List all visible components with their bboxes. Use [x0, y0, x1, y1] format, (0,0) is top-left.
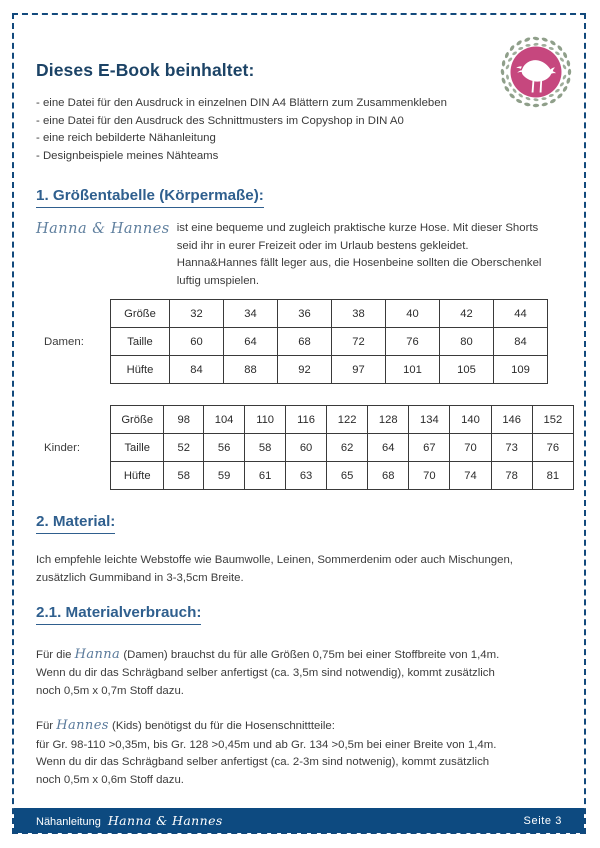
list-item: - eine reich bebilderte Nähanleitung: [36, 132, 216, 145]
table-cell: 73: [491, 434, 532, 462]
table-cell: 61: [245, 462, 286, 490]
section-heading-consumption: 2.1. Materialverbrauch:: [36, 603, 201, 625]
consumption-kids-line: Wenn du dir das Schrägband selber anfertigst (ca. 2-3m sind notwenig), kommt zusätzlich: [36, 756, 490, 769]
damen-label: Damen:: [44, 335, 84, 348]
table-cell: 40: [386, 300, 440, 328]
table-cell: 88: [224, 356, 278, 384]
footer-label: Nähanleitung: [36, 816, 101, 828]
table-row: [111, 434, 574, 462]
kinder-size-table: [110, 405, 574, 490]
footer-bar: [14, 808, 584, 833]
table-cell: 70: [450, 434, 491, 462]
sizes-intro-text: [177, 220, 568, 291]
material-line: zusätzlich Gummiband in 3-3,5cm Breite.: [36, 571, 244, 584]
table-cell: 62: [327, 434, 368, 462]
footer-left: [36, 813, 223, 828]
table-cell: 63: [286, 462, 327, 490]
table-cell: 76: [532, 434, 573, 462]
table-cell: 72: [332, 328, 386, 356]
table-cell: 36: [278, 300, 332, 328]
table-cell: 92: [278, 356, 332, 384]
damen-prefix: Für die: [36, 649, 72, 661]
table-cell: 34: [224, 300, 278, 328]
intro-line: ist eine bequeme und zugleich praktische kurze Hose. Mit dieser Shorts: [176, 222, 539, 234]
table-cell: 76: [386, 328, 440, 356]
table-row: [111, 356, 548, 384]
table-cell: 78: [491, 462, 532, 490]
table-cell: 122: [327, 406, 368, 434]
table-cell: 81: [532, 462, 573, 490]
table-cell: 109: [494, 356, 548, 384]
material-line: Ich empfehle leichte Webstoffe wie Baumwolle, Leinen, Sommerdenim oder auch Mischungen,: [36, 554, 513, 566]
table-cell: 140: [450, 406, 491, 434]
intro-line: seid ihr in eurer Freizeit oder im Urlaub bestens gekleidet.: [176, 239, 469, 252]
table-cell: 80: [440, 328, 494, 356]
row-header: Hüfte: [111, 356, 170, 384]
table-cell: 58: [245, 434, 286, 462]
hannes-script: Hannes: [56, 718, 109, 734]
hanna-script: Hanna: [74, 647, 121, 662]
material-text: [36, 552, 566, 587]
table-cell: 44: [494, 300, 548, 328]
table-cell: 74: [450, 462, 491, 490]
page-number: Seite 3: [523, 814, 562, 827]
damen-size-table: [110, 299, 548, 384]
table-cell: 152: [532, 406, 573, 434]
table-cell: 32: [170, 300, 224, 328]
table-cell: 98: [164, 406, 204, 434]
intro-line: luftig umspielen.: [176, 275, 260, 288]
section-heading-sizes: 1. Größentabelle (Körpermaße):: [36, 186, 264, 208]
table-cell: 42: [440, 300, 494, 328]
table-cell: 38: [332, 300, 386, 328]
table-cell: 97: [332, 356, 386, 384]
list-item: - eine Datei für den Ausdruck des Schnittmusters im Copyshop in DIN A0: [36, 114, 404, 127]
table-cell: 110: [245, 406, 286, 434]
consumption-damen-line: noch 0,5m x 0,7m Stoff dazu.: [36, 684, 184, 697]
table-cell: 67: [409, 434, 450, 462]
table-cell: 70: [409, 462, 450, 490]
row-header: Größe: [111, 406, 164, 434]
section-heading-material: 2. Material:: [36, 512, 115, 534]
sizes-intro: [36, 220, 568, 291]
table-cell: 68: [368, 462, 409, 490]
hanna-hannes-script: Hanna & Hannes: [36, 221, 170, 237]
table-cell: 64: [368, 434, 409, 462]
includes-list: [36, 95, 566, 166]
consumption-damen-block: [36, 645, 566, 700]
table-cell: 146: [491, 406, 532, 434]
consumption-damen-first-line: [36, 645, 566, 665]
table-cell: 60: [170, 328, 224, 356]
table-cell: 52: [164, 434, 204, 462]
consumption-kids-first-line: [36, 716, 566, 736]
table-cell: 58: [164, 462, 204, 490]
table-cell: 101: [386, 356, 440, 384]
consumption-damen-line: Wenn du dir das Schrägband selber anfertigst (ca. 3,5m sind notwendig), kommt zusätzlich: [36, 667, 495, 680]
kinder-label: Kinder:: [44, 441, 81, 454]
table-cell: 64: [224, 328, 278, 356]
table-cell: 65: [327, 462, 368, 490]
table-row: [111, 328, 548, 356]
footer-script-title: Hanna & Hannes: [107, 813, 223, 828]
table-cell: 60: [286, 434, 327, 462]
table-cell: 105: [440, 356, 494, 384]
consumption-kids-line: noch 0,5m x 0,6m Stoff dazu.: [36, 773, 184, 786]
table-cell: 128: [368, 406, 409, 434]
table-cell: 56: [204, 434, 245, 462]
table-cell: 104: [204, 406, 245, 434]
section-material: [36, 512, 566, 587]
table-row: [111, 300, 548, 328]
intro-line: Hanna&Hannes fällt leger aus, die Hosenbeine sollten die Oberschenkel: [176, 257, 542, 270]
row-header: Hüfte: [111, 462, 164, 490]
consumption-kids-block: [36, 716, 566, 789]
table-cell: 59: [204, 462, 245, 490]
table-row: [111, 462, 574, 490]
table-cell: 134: [409, 406, 450, 434]
kids-line-rest: (Kids) benötigst du für die Hosenschnittteile:: [112, 720, 335, 733]
table-row: [111, 406, 574, 434]
page-title: Dieses E-Book beinhaltet:: [36, 60, 255, 80]
row-header: Taille: [111, 434, 164, 462]
damen-table-block: [44, 299, 574, 384]
content-area: [36, 60, 566, 166]
damen-line-rest: (Damen) brauchst du für alle Größen 0,75m bei einer Stoffbreite von 1,4m.: [123, 649, 500, 661]
row-header: Größe: [111, 300, 170, 328]
section-sizes: [36, 186, 568, 291]
section-consumption: [36, 603, 566, 790]
row-header: Taille: [111, 328, 170, 356]
kids-prefix: Für: [36, 720, 54, 733]
kinder-table-block: [44, 405, 574, 490]
table-cell: 116: [286, 406, 327, 434]
table-cell: 68: [278, 328, 332, 356]
list-item: - Designbeispiele meines Nähteams: [36, 150, 219, 163]
table-cell: 84: [170, 356, 224, 384]
list-item: - eine Datei für den Ausdruck in einzelnen DIN A4 Blättern zum Zusammenkleben: [36, 97, 447, 109]
table-cell: 84: [494, 328, 548, 356]
consumption-kids-line: für Gr. 98-110 >0,35m, bis Gr. 128 >0,45m und ab Gr. 134 >0,5m bei einer Breite von 1,4m.: [36, 738, 497, 751]
